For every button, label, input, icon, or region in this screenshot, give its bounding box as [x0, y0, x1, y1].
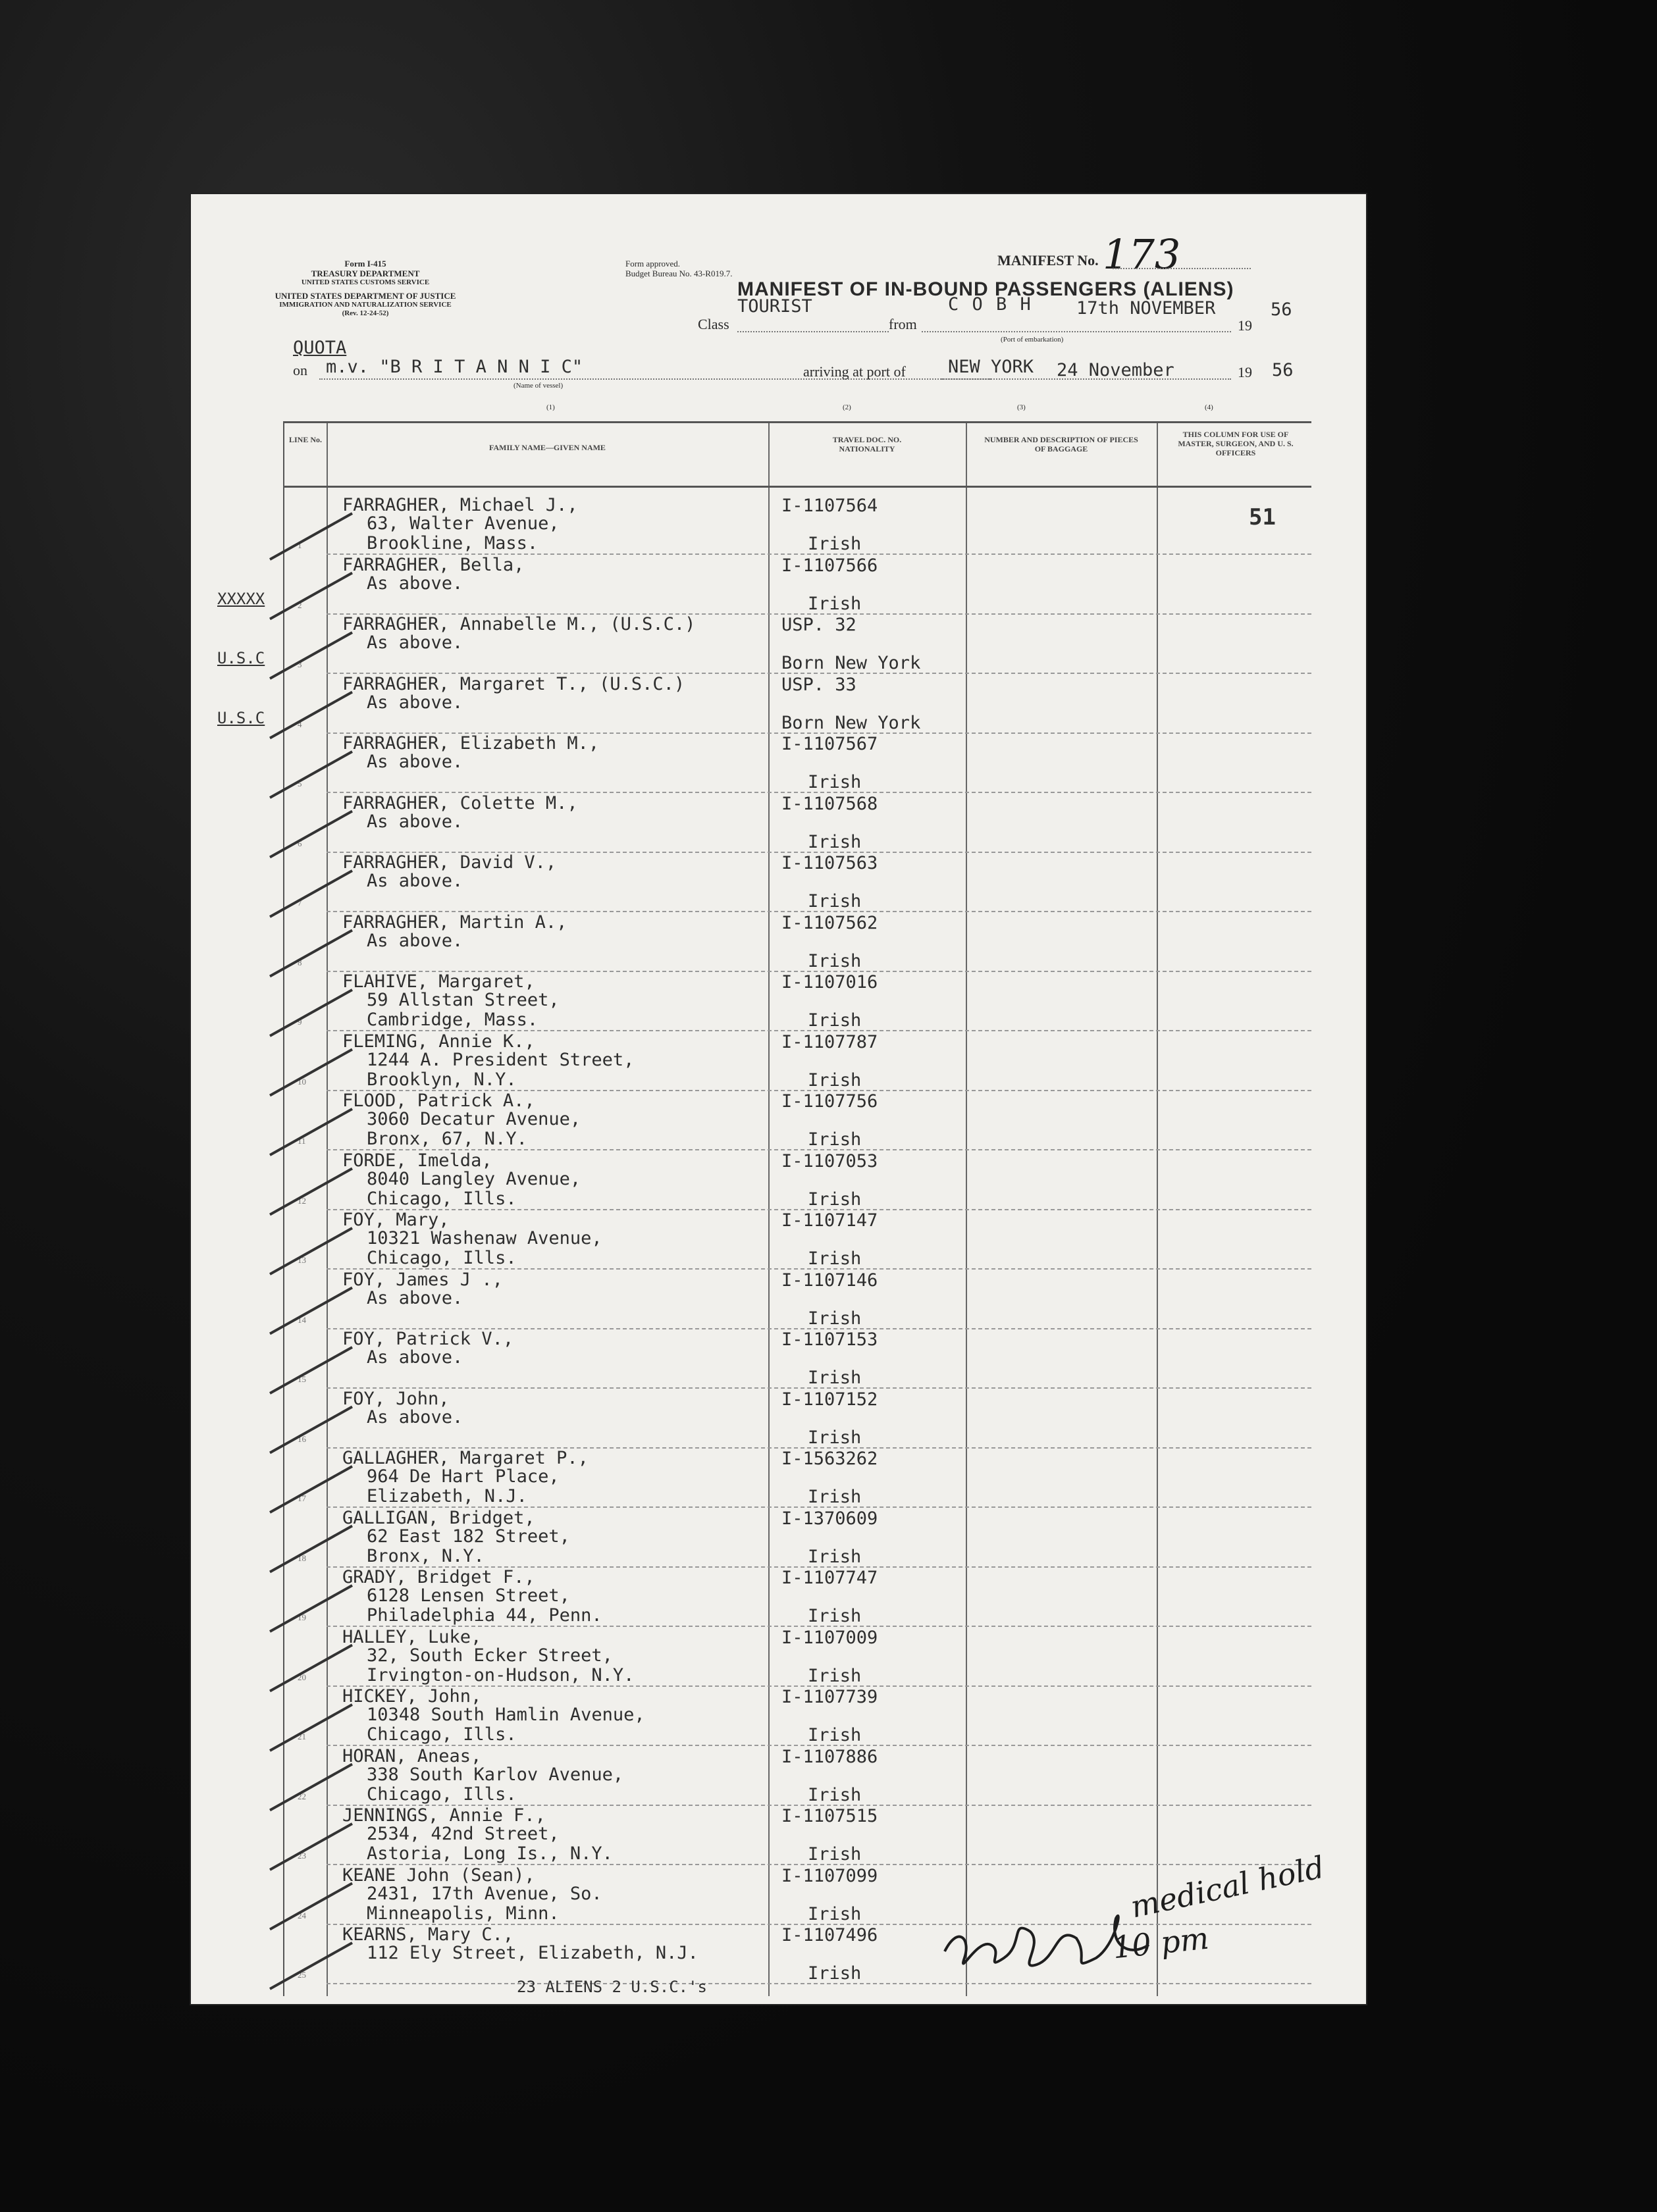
- checkmark-slashes: [270, 513, 352, 1989]
- line-number: 11: [298, 1136, 306, 1146]
- form-approved-text: Form approved.: [625, 259, 681, 269]
- check-slash: [270, 632, 352, 679]
- total-count: 23 ALIENS 2 U.S.C.'s: [517, 1978, 707, 1996]
- signature-scribble: [945, 1916, 1149, 1966]
- passenger-name: FOY, Patrick V.,: [342, 1329, 514, 1349]
- port-embarkation-label: (Port of embarkation): [1001, 336, 1064, 344]
- check-slash: [270, 513, 352, 559]
- customs-service: UNITED STATES CUSTOMS SERVICE: [301, 278, 430, 286]
- passenger-address: 1244 A. President Street, Brooklyn, N.Y.: [367, 1049, 635, 1090]
- travel-doc-number: I-1107756: [781, 1091, 878, 1112]
- check-slash: [270, 990, 352, 1036]
- check-slash: [270, 1884, 352, 1930]
- nationality: Irish: [808, 1963, 862, 1984]
- year-value: 56: [1271, 299, 1292, 320]
- passenger-address: 2431, 17th Avenue, So. Minneapolis, Minn.: [367, 1883, 602, 1924]
- line-number: 15: [298, 1374, 306, 1384]
- quota-label: QUOTA: [293, 338, 347, 358]
- travel-doc-number: I-1107496: [781, 1925, 878, 1945]
- line-number: 20: [298, 1672, 306, 1682]
- travel-doc-number: I-1107016: [781, 972, 878, 992]
- passenger-address: As above.: [367, 632, 463, 653]
- travel-doc-number: I-1563262: [781, 1449, 878, 1469]
- passenger-address: 8040 Langley Avenue, Chicago, Ills.: [367, 1168, 581, 1209]
- line-number: 10: [298, 1076, 306, 1087]
- passenger-name: FLEMING, Annie K.,: [342, 1031, 535, 1052]
- line-number: 3: [298, 659, 302, 669]
- departure-date: 17th NOVEMBER: [1076, 298, 1216, 319]
- travel-doc-number: I-1107886: [781, 1746, 878, 1767]
- travel-doc-number: USP. 33: [781, 674, 856, 695]
- line-number: 23: [298, 1851, 306, 1861]
- check-slash: [270, 1645, 352, 1691]
- travel-doc-number: I-1107747: [781, 1568, 878, 1588]
- handwritten-note-time: 10 pm: [1111, 1920, 1211, 1966]
- manifest-number: 173: [1103, 230, 1181, 278]
- passenger-name: GALLAGHER, Margaret P.,: [342, 1448, 589, 1468]
- check-slash: [270, 1466, 352, 1512]
- nationality: Irish: [808, 1129, 862, 1150]
- passenger-name: FOY, Mary,: [342, 1210, 450, 1230]
- passenger-name: FORDE, Imelda,: [342, 1150, 492, 1171]
- nationality: Irish: [808, 1069, 862, 1091]
- travel-doc-number: I-1107562: [781, 912, 878, 933]
- nationality: Irish: [808, 1725, 862, 1745]
- on-label: on: [293, 362, 307, 378]
- line-number: 19: [298, 1612, 306, 1622]
- nationality: Born New York: [781, 712, 921, 733]
- class-value: TOURIST: [737, 296, 812, 317]
- passenger-address: As above.: [367, 811, 463, 832]
- line-number: 8: [298, 957, 302, 967]
- passenger-name: FLOOD, Patrick A.,: [342, 1091, 535, 1111]
- travel-doc-number: I-1107566: [781, 555, 878, 576]
- nationality: Irish: [808, 593, 862, 614]
- manifest-page: [191, 194, 1366, 2004]
- travel-doc-number: I-1107568: [781, 793, 878, 814]
- nationality: Irish: [808, 1487, 862, 1507]
- passenger-name: FOY, John,: [342, 1388, 450, 1409]
- nationality: Irish: [808, 1665, 862, 1686]
- budget-bureau: Budget Bureau No. 43-R019.7.: [625, 269, 733, 278]
- arrival-port: NEW YORK: [948, 357, 1034, 377]
- travel-doc-number: I-1107564: [781, 496, 878, 516]
- line-number: 12: [298, 1195, 306, 1206]
- passenger-address: As above.: [367, 930, 463, 951]
- revision: (Rev. 12-24-52): [342, 309, 389, 317]
- nationality: Irish: [808, 1784, 862, 1805]
- check-slash: [270, 871, 352, 917]
- passenger-name: FLAHIVE, Margaret,: [342, 971, 535, 992]
- line-number: 14: [298, 1314, 306, 1325]
- check-slash: [270, 1407, 352, 1453]
- nationality: Irish: [808, 1308, 862, 1329]
- line-number: 6: [298, 838, 302, 848]
- col-header-doc: TRAVEL DOC. NO. NATIONALITY: [832, 435, 902, 453]
- check-slash: [270, 1288, 352, 1334]
- line-number: 21: [298, 1732, 306, 1741]
- passenger-name: FARRAGHER, Martin A.,: [342, 912, 567, 933]
- passenger-name: JENNINGS, Annie F.,: [342, 1805, 546, 1826]
- officer-note: 51: [1249, 504, 1276, 530]
- col-number-4: (4): [1205, 403, 1213, 411]
- passenger-name: FARRAGHER, Elizabeth M.,: [342, 733, 600, 754]
- line-number: 18: [298, 1553, 306, 1563]
- passenger-name: FOY, James J .,: [342, 1269, 503, 1290]
- travel-doc-number: I-1107053: [781, 1150, 878, 1171]
- line-number: 16: [298, 1433, 306, 1444]
- line-number: 1: [298, 540, 302, 550]
- nationality: Irish: [808, 891, 862, 912]
- from-value: C O B H: [948, 294, 1032, 315]
- nationality: Irish: [808, 1010, 862, 1031]
- check-slash: [270, 1050, 352, 1096]
- travel-doc-number: I-1107152: [781, 1389, 878, 1410]
- passenger-address: 2534, 42nd Street, Astoria, Long Is., N.Y.: [367, 1824, 613, 1864]
- passenger-address: 63, Walter Avenue, Brookline, Mass.: [367, 513, 560, 553]
- check-slash: [270, 1764, 352, 1811]
- passenger-name: FARRAGHER, Colette M.,: [342, 792, 578, 813]
- nationality: Irish: [808, 1844, 862, 1865]
- check-slash: [270, 1347, 352, 1393]
- passenger-name: FARRAGHER, Michael J.,: [342, 495, 578, 515]
- check-slash: [270, 931, 352, 977]
- handwritten-note-medical-hold: medical hold: [1127, 1849, 1328, 1925]
- line-number: 13: [298, 1255, 306, 1265]
- nationality: Irish: [808, 1606, 862, 1626]
- vessel-name: m.v. "B R I T A N N I C": [326, 357, 583, 377]
- check-slash: [270, 573, 352, 619]
- travel-doc-number: USP. 32: [781, 615, 856, 635]
- line-number: 4: [298, 719, 302, 729]
- check-slash: [270, 1824, 352, 1870]
- nationality: Irish: [808, 831, 862, 852]
- passenger-name: HORAN, Aneas,: [342, 1745, 482, 1766]
- passenger-address: As above.: [367, 752, 463, 772]
- col-header-name: FAMILY NAME—GIVEN NAME: [489, 443, 606, 452]
- passenger-address: 338 South Karlov Avenue, Chicago, Ills.: [367, 1764, 624, 1805]
- line-number: 22: [298, 1791, 306, 1801]
- check-slash: [270, 1109, 352, 1155]
- treasury-dept: TREASURY DEPARTMENT: [311, 269, 420, 278]
- passenger-address: 32, South Ecker Street, Irvington-on-Hudson, N.Y.: [367, 1645, 635, 1685]
- check-slash: [270, 752, 352, 798]
- col-number-2: (2): [843, 403, 851, 411]
- inspection-scribbles: [191, 194, 1366, 2004]
- travel-doc-number: I-1107563: [781, 853, 878, 873]
- travel-doc-number: I-1107567: [781, 734, 878, 754]
- line-number: 24: [298, 1910, 306, 1920]
- nationality: Irish: [808, 772, 862, 792]
- passenger-name: KEARNS, Mary C.,: [342, 1924, 514, 1945]
- passenger-name: FARRAGHER, Annabelle M., (U.S.C.): [342, 614, 696, 634]
- check-slash: [270, 811, 352, 858]
- line-number: 7: [298, 898, 302, 908]
- manifest-number-label: MANIFEST No.: [997, 252, 1099, 269]
- nationality: Born New York: [781, 653, 921, 673]
- form-number: Form I-415: [344, 259, 386, 269]
- travel-doc-number: I-1107147: [781, 1210, 878, 1231]
- col-number-3: (3): [1017, 403, 1026, 411]
- passenger-name: HALLEY, Luke,: [342, 1626, 482, 1647]
- travel-doc-number: I-1107153: [781, 1329, 878, 1350]
- passenger-name: FARRAGHER, Bella,: [342, 554, 525, 575]
- arrival-date: 24 November: [1057, 360, 1174, 380]
- nationality: Irish: [808, 534, 862, 554]
- passenger-address: As above.: [367, 1406, 463, 1428]
- vessel-name-label: (Name of vessel): [513, 382, 564, 390]
- travel-doc-number: I-1107787: [781, 1031, 878, 1052]
- line-number: 5: [298, 779, 302, 788]
- passenger-address: As above.: [367, 692, 463, 713]
- passenger-address: 59 Allstan Street, Cambridge, Mass.: [367, 990, 560, 1030]
- passenger-address: 6128 Lensen Street, Philadelphia 44, Penn.: [367, 1585, 602, 1626]
- margin-mark: U.S.C: [217, 708, 265, 727]
- check-slash: [270, 1585, 352, 1632]
- margin-mark: XXXXX: [217, 589, 265, 608]
- arrival-year: 56: [1272, 360, 1294, 380]
- class-label: Class: [698, 316, 729, 332]
- passenger-address: 10321 Washenaw Avenue, Chicago, Ills.: [367, 1228, 602, 1268]
- passenger-name: KEANE John (Sean),: [342, 1865, 535, 1886]
- check-slash: [270, 1228, 352, 1274]
- travel-doc-number: I-1107739: [781, 1687, 878, 1707]
- passenger-address: 62 East 182 Street, Bronx, N.Y.: [367, 1526, 570, 1566]
- passenger-name: HICKEY, John,: [342, 1686, 482, 1707]
- passenger-address: 10348 South Hamlin Avenue, Chicago, Ills.: [367, 1705, 645, 1745]
- passenger-address: 112 Ely Street, Elizabeth, N.J.: [367, 1943, 698, 1963]
- check-slash: [270, 1526, 352, 1572]
- arrival-year-prefix: 19: [1238, 364, 1252, 380]
- passenger-address: As above.: [367, 573, 463, 594]
- line-number: 17: [298, 1493, 306, 1503]
- nationality: Irish: [808, 1189, 862, 1210]
- from-label: from: [889, 316, 917, 332]
- travel-doc-number: I-1107515: [781, 1806, 878, 1826]
- travel-doc-number: I-1107146: [781, 1270, 878, 1291]
- nationality: Irish: [808, 1248, 862, 1269]
- check-slash: [270, 1169, 352, 1215]
- passenger-address: 3060 Decatur Avenue, Bronx, 67, N.Y.: [367, 1109, 581, 1149]
- travel-doc-number: I-1370609: [781, 1508, 878, 1529]
- check-slash: [270, 692, 352, 738]
- passenger-address: 964 De Hart Place, Elizabeth, N.J.: [367, 1466, 560, 1506]
- justice-dept: UNITED STATES DEPARTMENT OF JUSTICE: [275, 291, 456, 301]
- passenger-name: FARRAGHER, David V.,: [342, 852, 557, 873]
- passenger-address: As above.: [367, 871, 463, 891]
- ins-service: IMMIGRATION AND NATURALIZATION SERVICE: [279, 301, 452, 309]
- arriving-label: arriving at port of: [803, 363, 906, 380]
- passenger-name: FARRAGHER, Margaret T., (U.S.C.): [342, 673, 685, 694]
- line-number: 2: [298, 600, 302, 610]
- line-number: 9: [298, 1017, 302, 1027]
- manifest-title: MANIFEST OF IN-BOUND PASSENGERS (ALIENS): [737, 278, 1234, 300]
- nationality: Irish: [808, 1903, 862, 1924]
- nationality: Irish: [808, 1368, 862, 1388]
- nationality: Irish: [808, 1546, 862, 1567]
- year-prefix: 19: [1238, 317, 1252, 334]
- passenger-address: As above.: [367, 1347, 463, 1368]
- col-header-officers: THIS COLUMN FOR USE OF MASTER, SURGEON, AND U. S. OFFICERS: [1178, 430, 1294, 457]
- travel-doc-number: I-1107009: [781, 1627, 878, 1648]
- margin-mark: U.S.C: [217, 649, 265, 667]
- col-header-baggage: NUMBER AND DESCRIPTION OF PIECES OF BAGGAGE: [984, 435, 1138, 453]
- check-slash: [270, 1705, 352, 1751]
- passenger-name: GRADY, Bridget F.,: [342, 1567, 535, 1587]
- check-slash: [270, 1943, 352, 1989]
- passenger-name: GALLIGAN, Bridget,: [342, 1507, 535, 1528]
- col-header-line: LINE No.: [288, 435, 322, 444]
- col-number-1: (1): [546, 403, 555, 411]
- travel-doc-number: I-1107099: [781, 1865, 878, 1886]
- passenger-address: As above.: [367, 1287, 463, 1308]
- nationality: Irish: [808, 1427, 862, 1448]
- line-number: 25: [298, 1970, 306, 1980]
- nationality: Irish: [808, 950, 862, 971]
